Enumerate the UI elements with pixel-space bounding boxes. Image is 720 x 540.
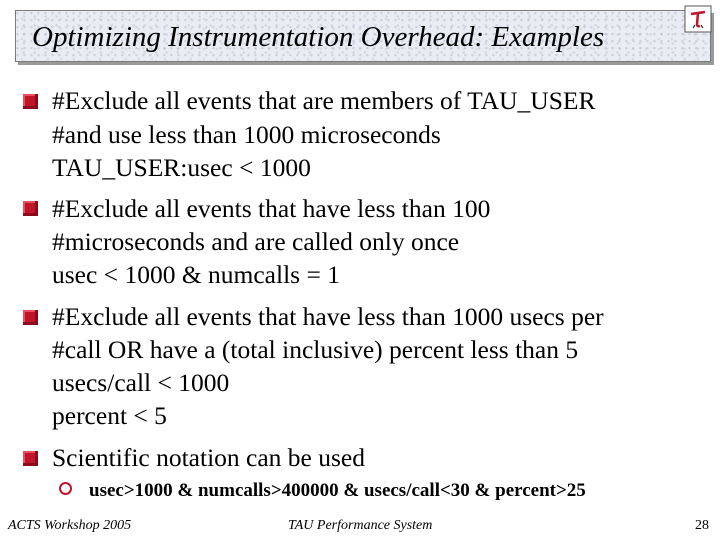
page-number: 28 <box>695 518 709 533</box>
footer-left: ACTS Workshop 2005 <box>8 518 132 533</box>
bullet-2-line-2: #microseconds and are called only once <box>52 227 460 256</box>
bullet-3-line-2: #call OR have a (total inclusive) percent less than 5 <box>52 335 579 364</box>
bullet-2-line-1: #Exclude all events that have less than 100 <box>52 194 491 223</box>
bullet-marker <box>23 310 38 325</box>
bullet-1-line-2: #and use less than 1000 microseconds <box>52 120 441 149</box>
bullet-3-line-1: #Exclude all events that have less than 1000 usecs per <box>52 302 604 331</box>
sub-bullet-text: usec>1000 & numcalls>400000 & usecs/call<30 & percent>25 <box>89 480 586 501</box>
bullet-marker <box>23 201 38 216</box>
bullet-1-line-1: #Exclude all events that are members of TAU_USER <box>52 86 596 115</box>
bullet-3-line-3: usecs/call < 1000 <box>52 368 230 397</box>
sub-bullet-marker <box>59 482 72 495</box>
slide-title: Optimizing Instrumentation Overhead: Examples <box>32 21 605 53</box>
bullet-marker <box>23 451 38 466</box>
bullet-4-line-1: Scientific notation can be used <box>52 443 365 472</box>
bullet-2-line-3: usec < 1000 & numcalls = 1 <box>52 260 340 289</box>
footer-center: TAU Performance System <box>288 518 433 533</box>
bullet-1-line-3: TAU_USER:usec < 1000 <box>52 153 311 182</box>
bullet-marker <box>23 94 38 109</box>
tau-logo-icon <box>683 4 713 34</box>
bullet-3-line-4: percent < 5 <box>52 401 167 430</box>
